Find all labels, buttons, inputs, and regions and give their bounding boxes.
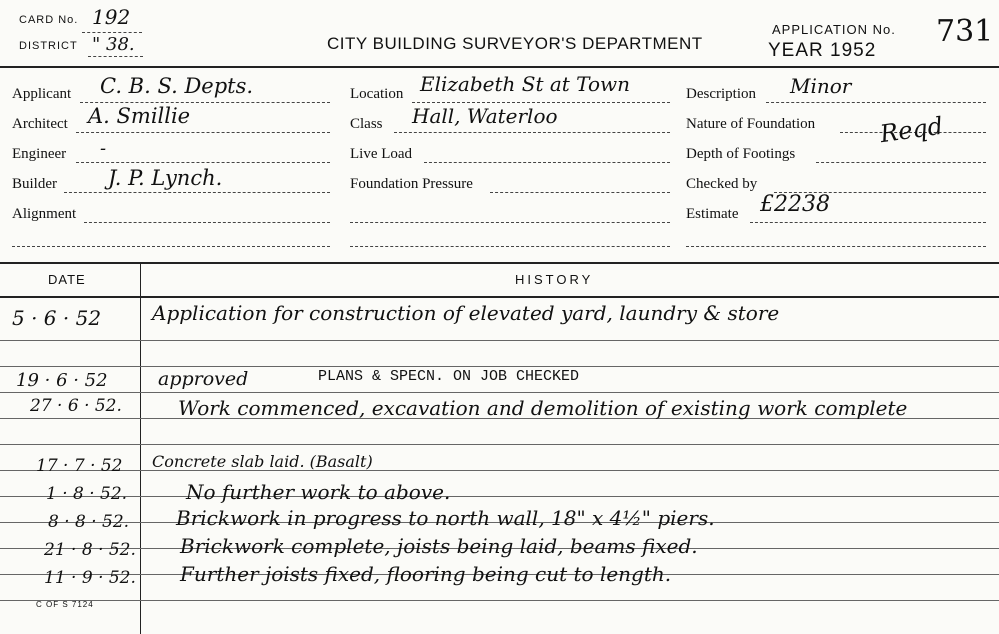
history-row-date: 27 · 6 · 52. bbox=[30, 396, 122, 416]
checked-by-label: Checked by bbox=[686, 176, 758, 192]
application-number-value: 731 bbox=[936, 14, 994, 49]
nature-of-foundation-label: Nature of Foundation bbox=[686, 116, 816, 132]
history-column-header: HISTORY bbox=[515, 272, 594, 287]
applicant-value: C. B. S. Depts. bbox=[100, 74, 254, 98]
class-label: Class bbox=[350, 116, 383, 132]
description-label: Description bbox=[686, 86, 756, 102]
history-row-date: 5 · 6 · 52 bbox=[12, 306, 102, 330]
history-row-date: 8 · 8 · 52. bbox=[48, 512, 130, 532]
history-row-text: Concrete slab laid. (Basalt) bbox=[152, 452, 373, 471]
depth-of-footings-value: Reqd bbox=[878, 111, 945, 149]
class-value: Hall, Waterloo bbox=[412, 104, 558, 128]
location-label: Location bbox=[350, 86, 404, 102]
history-row-date: 19 · 6 · 52 bbox=[16, 370, 108, 391]
history-row-text: Brickwork in progress to north wall, 18" x 4½" piers. bbox=[176, 506, 715, 530]
history-row-text: Brickwork complete, joists being laid, beams fixed. bbox=[180, 534, 698, 558]
district-label: DISTRICT bbox=[19, 40, 78, 52]
description-value: Minor bbox=[790, 74, 852, 98]
district-value: " 38. bbox=[92, 34, 135, 55]
builder-value: J. P. Lynch. bbox=[108, 166, 223, 190]
estimate-value: £2238 bbox=[760, 192, 830, 217]
history-row-text: Further joists fixed, flooring being cut to length. bbox=[180, 562, 672, 586]
engineer-value: - bbox=[100, 138, 107, 159]
application-number-label: APPLICATION No. bbox=[772, 22, 896, 37]
card-number-value: 192 bbox=[92, 5, 131, 29]
builder-label: Builder bbox=[12, 176, 57, 192]
depth-of-footings-label: Depth of Footings bbox=[686, 146, 796, 162]
history-row-date: 1 · 8 · 52. bbox=[46, 484, 128, 504]
architect-value: A. Smillie bbox=[88, 104, 191, 128]
applicant-label: Applicant bbox=[12, 86, 72, 102]
live-load-label: Live Load bbox=[350, 146, 413, 162]
department-title: CITY BUILDING SURVEYOR'S DEPARTMENT bbox=[327, 34, 703, 53]
history-row-date: 21 · 8 · 52. bbox=[44, 540, 136, 560]
architect-label: Architect bbox=[12, 116, 68, 132]
history-row-text: approved bbox=[158, 368, 249, 390]
estimate-label: Estimate bbox=[686, 206, 739, 222]
card-number-label: CARD No. bbox=[19, 14, 79, 26]
history-row-text: Application for construction of elevated yard, laundry & store bbox=[152, 301, 780, 325]
date-column-header: DATE bbox=[48, 272, 86, 287]
year-label: YEAR 1952 bbox=[768, 40, 877, 61]
form-code: C OF S 7124 bbox=[36, 600, 94, 609]
history-row-date: 11 · 9 · 52. bbox=[44, 568, 136, 588]
history-row-text: No further work to above. bbox=[186, 480, 451, 504]
location-value: Elizabeth St at Town bbox=[420, 72, 631, 96]
history-row-date: 17 · 7 · 52 bbox=[36, 456, 123, 476]
stamp-plans-checked: PLANS & SPECN. ON JOB CHECKED bbox=[318, 368, 580, 385]
alignment-label: Alignment bbox=[12, 206, 77, 222]
foundation-pressure-label: Foundation Pressure bbox=[350, 176, 473, 192]
engineer-label: Engineer bbox=[12, 146, 67, 162]
history-row-text: Work commenced, excavation and demolition of existing work complete bbox=[178, 396, 908, 420]
